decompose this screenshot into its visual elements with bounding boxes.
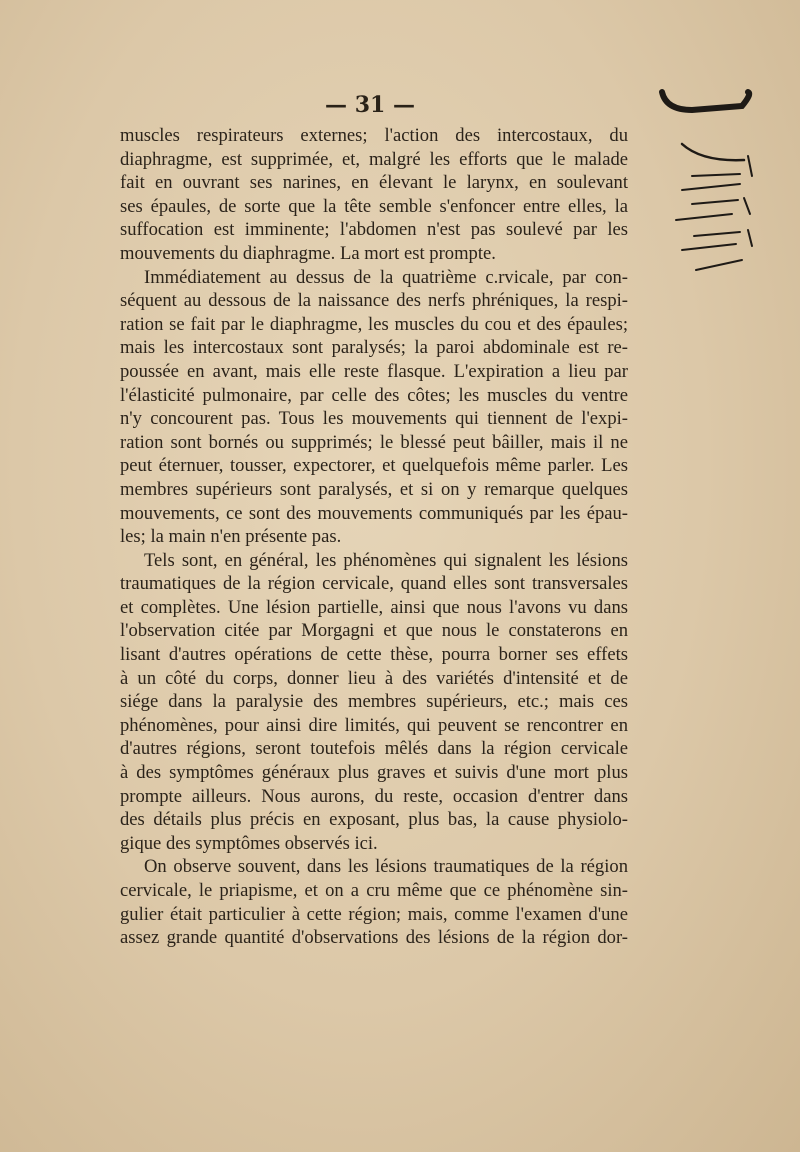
- text-line: lisant d'autres opérations de cette thèse, pourra borner ses effets: [120, 644, 628, 666]
- text-line: membres supérieurs sont paralysés, et si on y remarque quelques: [120, 478, 628, 500]
- text-line: gique des symptômes observés ici.: [120, 832, 378, 854]
- text-line: et complètes. Une lésion partielle, ainsi que nous l'avons vu dans: [120, 596, 628, 618]
- text-line: les; la main n'en présente pas.: [120, 526, 342, 548]
- text-line: fait en ouvrant ses narines, en élevant le larynx, en soulevant: [120, 172, 628, 194]
- text-line: ration se fait par le diaphragme, les muscles du cou et des épaules;: [120, 313, 628, 335]
- handwritten-margin-notes: [652, 80, 772, 300]
- text-line: suffocation est imminente; l'abdomen n'est pas soulevé par les: [120, 219, 628, 241]
- text-line: à un côté du corps, donner lieu à des variétés d'intensité et de: [120, 667, 628, 689]
- text-line: n'y concourent pas. Tous les mouvements qui tiennent de l'expi-: [120, 408, 628, 430]
- text-line: phénomènes, pour ainsi dire limités, qui peuvent se rencontrer en: [120, 714, 628, 736]
- text-line: assez grande quantité d'observations des lésions de la région dor-: [120, 927, 628, 949]
- text-line: Immédiatement au dessus de la quatrième c.rvicale, par con-: [144, 266, 628, 288]
- text-line: gulier était particulier à cette région; mais, comme l'examen d'une: [120, 903, 628, 925]
- body-text: [120, 124, 628, 950]
- text-line: d'autres régions, seront toutefois mêlés dans la région cervicale: [120, 738, 628, 760]
- text-line: mouvements, ce sont des mouvements communiqués par les épau-: [120, 502, 628, 524]
- text-line: peut éternuer, tousser, expectorer, et quelquefois même parler. Les: [120, 455, 628, 477]
- text-line: diaphragme, est supprimée, et, malgré les efforts que le malade: [120, 148, 628, 170]
- text-line: mais les intercostaux sont paralysés; la paroi abdominale est re-: [120, 337, 628, 359]
- text-line: siége dans la paralysie des membres supérieurs, etc.; mais ces: [120, 691, 628, 713]
- text-line: l'observation citée par Morgagni et que nous le constaterons en: [120, 620, 628, 642]
- text-line: poussée en avant, mais elle reste flasque. L'expiration a lieu par: [120, 360, 628, 382]
- text-line: muscles respirateurs externes; l'action des intercostaux, du: [120, 125, 628, 146]
- page-number: — 31 —: [325, 92, 415, 118]
- text-line: Tels sont, en général, les phénomènes qui signalent les lésions: [144, 549, 628, 571]
- text-line: traumatiques de la région cervicale, quand elles sont transversales: [120, 573, 628, 595]
- text-line: On observe souvent, dans les lésions traumatiques de la région: [144, 856, 628, 878]
- text-line: à des symptômes généraux plus graves et suivis d'une mort plus: [120, 762, 628, 784]
- text-line: mouvements du diaphragme. La mort est prompte.: [120, 242, 496, 264]
- text-line: des détails plus précis en exposant, plus bas, la cause physiolo-: [120, 809, 628, 831]
- text-line: prompte ailleurs. Nous aurons, du reste, occasion d'entrer dans: [120, 785, 628, 807]
- text-line: séquent au dessous de la naissance des nerfs phréniques, la respi-: [120, 290, 628, 312]
- text-line: l'élasticité pulmonaire, par celle des côtes; les muscles du ventre: [120, 384, 628, 406]
- text-line: cervicale, le priapisme, et on a cru même que ce phénomène sin-: [120, 880, 628, 901]
- text-line: ses épaules, de sorte que la tête semble s'enfoncer entre elles, la: [120, 195, 628, 217]
- text-line: ration sont bornés ou supprimés; le blessé peut bâiller, mais il ne: [120, 431, 628, 453]
